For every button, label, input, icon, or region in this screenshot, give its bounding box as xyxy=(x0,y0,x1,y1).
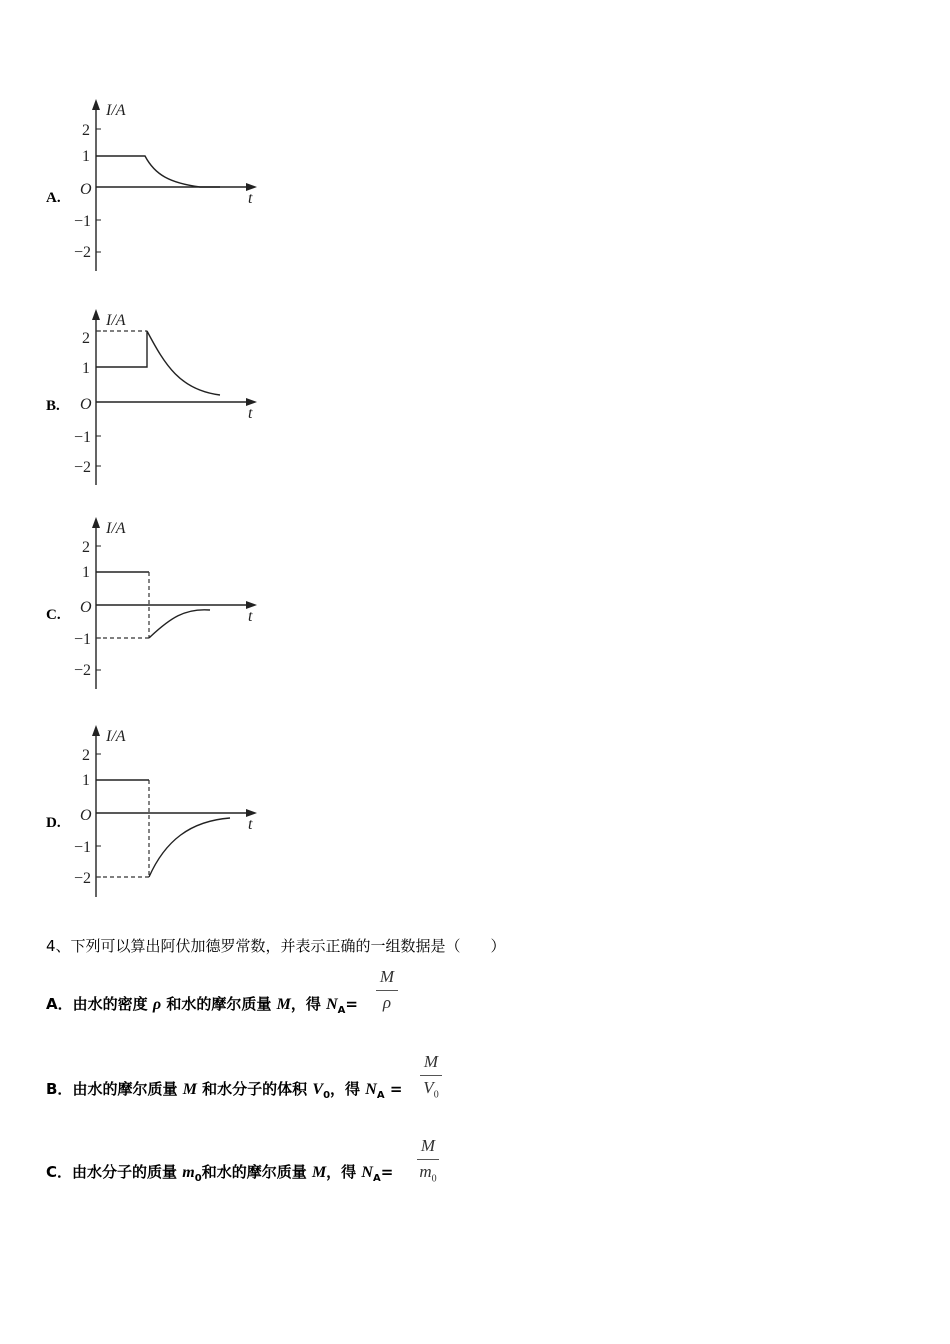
current-curve-negative xyxy=(149,818,230,877)
y-axis-arrow xyxy=(92,517,100,528)
y-label: I/A xyxy=(106,520,126,537)
tick-neg2: −2 xyxy=(74,244,92,261)
tick-1: 1 xyxy=(82,360,90,377)
question-4-stem: 4、下列可以算出阿伏加德罗常数，并表示正确的一组数据是（ ） xyxy=(46,937,506,955)
tick-neg1: −1 xyxy=(74,213,92,230)
y-label: I/A xyxy=(106,312,126,329)
tick-neg2: −2 xyxy=(74,459,92,476)
x-label: t xyxy=(248,608,253,625)
option-a-letter: A. xyxy=(46,190,61,206)
y-axis-arrow xyxy=(92,309,100,320)
current-curve xyxy=(96,331,220,395)
q4-b-fraction: $\frac{M}{V_0}$ xyxy=(420,1052,442,1100)
option-b-letter: B. xyxy=(46,398,60,414)
tick-1: 1 xyxy=(82,148,90,165)
graph-d xyxy=(60,721,270,911)
q4-a-fraction: $\frac{M}{\rho}$ xyxy=(376,967,398,1013)
tick-neg2: −2 xyxy=(74,662,92,679)
tick-2: 2 xyxy=(82,330,90,347)
graph-a-svg xyxy=(60,95,270,285)
q4-option-c: C．由水分子的质量 $m_0$和水的摩尔质量 M，得 $N_A=$ xyxy=(46,1163,394,1184)
tick-neg1: −1 xyxy=(74,839,92,856)
tick-2: 2 xyxy=(82,747,90,764)
tick-2: 2 xyxy=(82,122,90,139)
origin-label: O xyxy=(80,396,92,413)
origin-label: O xyxy=(80,599,92,616)
y-label: I/A xyxy=(106,728,126,745)
q4-option-a: A．由水的密度 ρ 和水的摩尔质量 M，得 $N_A=$ xyxy=(46,995,358,1016)
option-d-letter: D. xyxy=(46,815,61,831)
graph-b-svg xyxy=(60,305,270,495)
tick-neg1: −1 xyxy=(74,631,92,648)
y-axis-arrow xyxy=(92,725,100,736)
tick-2: 2 xyxy=(82,539,90,556)
origin-label: O xyxy=(80,807,92,824)
tick-1: 1 xyxy=(82,564,90,581)
option-c-letter: C. xyxy=(46,607,61,623)
graph-b xyxy=(60,305,270,495)
current-curve xyxy=(96,156,220,187)
q4-option-b: B．由水的摩尔质量 M 和水分子的体积 $V_0$，得 $N_A$ = xyxy=(46,1080,403,1101)
y-axis-arrow xyxy=(92,99,100,110)
y-label: I/A xyxy=(106,102,126,119)
tick-neg2: −2 xyxy=(74,870,92,887)
graph-a xyxy=(60,95,270,285)
x-label: t xyxy=(248,816,253,833)
graph-c xyxy=(60,513,270,703)
current-curve-negative xyxy=(149,610,210,638)
x-label: t xyxy=(248,190,253,207)
tick-1: 1 xyxy=(82,772,90,789)
graph-c-svg xyxy=(60,513,270,703)
q4-c-fraction: $\frac{M}{m_0}$ xyxy=(417,1136,439,1184)
x-label: t xyxy=(248,405,253,422)
origin-label: O xyxy=(80,181,92,198)
graph-d-svg xyxy=(60,721,270,911)
tick-neg1: −1 xyxy=(74,429,92,446)
